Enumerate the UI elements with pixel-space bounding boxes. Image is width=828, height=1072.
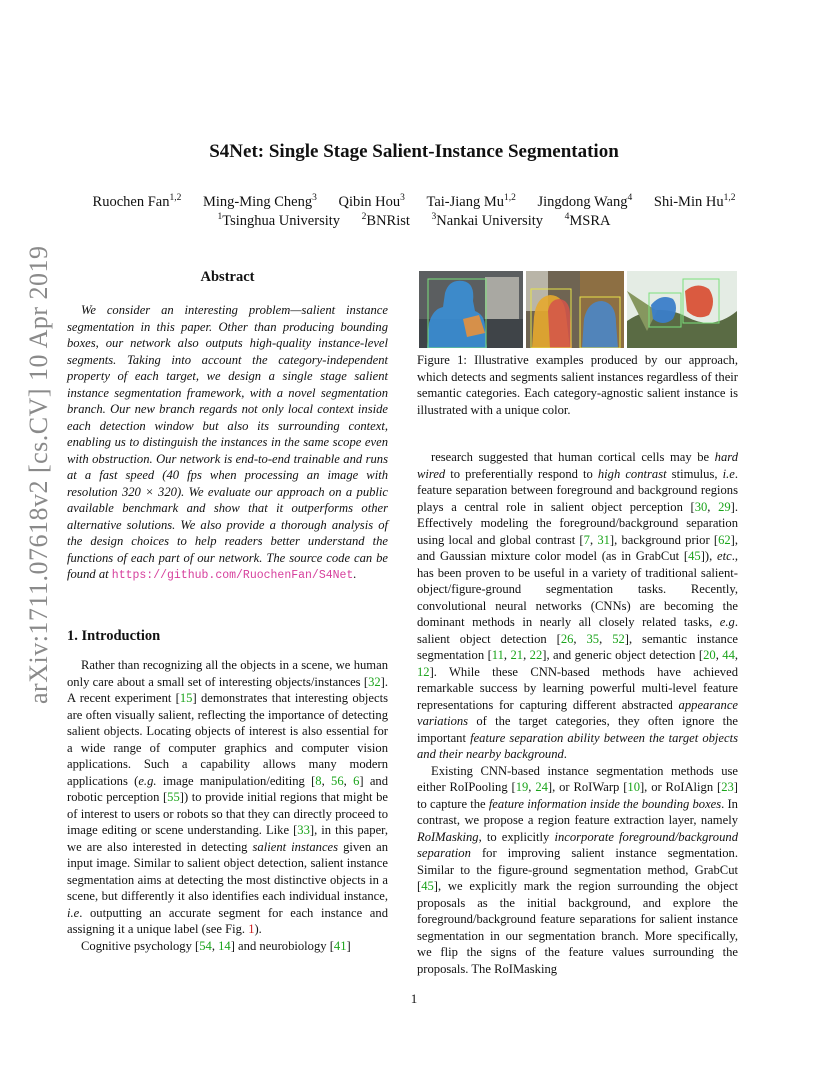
text-segment: ). bbox=[254, 922, 262, 936]
citation-link[interactable]: 55 bbox=[167, 790, 180, 804]
citation-link[interactable]: 10 bbox=[627, 780, 640, 794]
citation-link[interactable]: 21 bbox=[510, 648, 524, 662]
citation-link[interactable]: 8 bbox=[315, 773, 322, 788]
affiliation: $^4$MSRA bbox=[564, 212, 611, 229]
right-column-body bbox=[417, 449, 738, 977]
emphasis-text: high contrast bbox=[597, 466, 667, 481]
citation-link[interactable]: 12 bbox=[417, 664, 430, 679]
text-segment: ] and neurobiology [ bbox=[230, 938, 334, 953]
emphasis-text: feature separation ability between the target objects and their nearby background bbox=[417, 730, 738, 761]
text-segment: ] demonstrates that interesting objects are often visually salient, reflecting the importance of detecting salient objects. Locating objects of interest is also essential for a wide range of computer graphics and computer vision applications. Such a capability allows many modern applications ( bbox=[67, 691, 388, 788]
text-segment: . In contrast, we propose a region feature extraction layer, namely bbox=[417, 796, 738, 827]
abstract-text: We consider an interesting problem—salient instance segmentation in this paper. Other than producing bounding boxes, our network also outputs high-quality instance-level segments. Taking into account the category-independent property of each target, we design a single stage salient instance segmentation framework, with a novel segmentation branch. Our new branch regards not only local context inside each detection window but also its surrounding context, enabling us to distinguish the instances in the same scope even with obstruction. Our network is end-to-end trainable and runs at a fast speed (40 fps when processing an image with resolution 320 × 320). We evaluate our approach on a public available benchmark and show that it outperforms other alternative solutions. We also provide a thorough analysis of the design choices to help readers better understand the functions of each part of our network. The source code can be found at bbox=[67, 303, 388, 581]
text-segment: , bbox=[573, 631, 587, 646]
text-segment: ], background prior [ bbox=[609, 532, 719, 547]
citation-link[interactable]: 7 bbox=[583, 532, 590, 547]
citation-link[interactable]: 19 bbox=[515, 780, 529, 794]
author: Ming-Ming Cheng$^3$ bbox=[202, 193, 317, 210]
emphasis-text: appearance variations bbox=[417, 697, 738, 728]
citation-link[interactable]: 41 bbox=[333, 938, 347, 953]
text-segment: image manipulation/editing [ bbox=[156, 773, 316, 788]
citation-link[interactable]: 15 bbox=[179, 691, 193, 705]
affiliation: $^2$BNRist bbox=[361, 212, 410, 229]
citation-link[interactable]: 14 bbox=[218, 938, 231, 953]
citation-link[interactable]: 44 bbox=[722, 648, 735, 662]
text-segment: . feature separation between foreground and background regions plays a central role in salient object perception [ bbox=[417, 466, 738, 514]
author: Qibin Hou$^3$ bbox=[338, 193, 405, 210]
text-segment: , bbox=[599, 631, 613, 646]
text-segment: . bbox=[563, 747, 567, 761]
author: Ruochen Fan$^{1,2}$ bbox=[92, 193, 182, 210]
section-heading-introduction: 1. Introduction bbox=[67, 628, 161, 644]
text-segment: , bbox=[211, 938, 219, 953]
text-segment: . outputting an accurate segment for each instance and assigning it a unique label (see Fig. bbox=[67, 905, 388, 936]
text-segment: stimulus, bbox=[666, 466, 723, 481]
arxiv-identifier-text: arXiv:1711.07618v2 [cs.CV] 10 Apr 2019 bbox=[24, 245, 53, 704]
author: Jingdong Wang$^4$ bbox=[537, 193, 633, 210]
text-segment: Existing CNN-based instance segmentation methods use either RoIPooling [ bbox=[417, 763, 738, 794]
text-segment: of the target categories, they often ignore the important bbox=[417, 714, 738, 745]
citation-link[interactable]: 20 bbox=[703, 648, 716, 662]
text-segment: ], or RoIAlign [ bbox=[639, 780, 722, 794]
figure-caption: Figure 1: Illustrative examples produced by our approach, which detects and segments salient instances regardless of their semantic categories. Each category-agnostic salient instance is illustrated with a unique color. bbox=[417, 353, 738, 417]
text-segment: , bbox=[734, 648, 739, 662]
text-segment: Cognitive psychology [ bbox=[81, 938, 200, 953]
citation-link[interactable]: 56 bbox=[331, 773, 344, 788]
emphasis-text: i.e bbox=[67, 905, 80, 920]
emphasis-text: incorporate foreground/background separation bbox=[417, 829, 738, 860]
text-segment: Rather than recognizing all the objects in a scene, we human only care about a small set of interesting objects/instances [ bbox=[67, 658, 388, 689]
emphasis-text: i.e bbox=[722, 466, 735, 481]
emphasis-text: e.g. bbox=[138, 773, 157, 788]
text-segment: ]), bbox=[700, 549, 718, 563]
author-list bbox=[0, 194, 828, 211]
text-segment: ], in this paper, we are also interested in detecting bbox=[67, 823, 388, 854]
citation-link[interactable]: 30 bbox=[694, 499, 708, 514]
text-segment: ], or RoIWarp [ bbox=[547, 780, 628, 794]
text-segment: ]. A recent experiment [ bbox=[67, 674, 388, 705]
citation-link[interactable]: 6 bbox=[353, 773, 360, 788]
example-image-person bbox=[419, 271, 523, 348]
intro-paragraph bbox=[67, 657, 388, 938]
text-segment: ]. While these CNN-based methods have achieved remarkable success by learning powerful multi-level feature representations for capturing different abstracted bbox=[417, 664, 738, 712]
author: Tai-Jiang Mu$^{1,2}$ bbox=[426, 193, 516, 210]
text-segment: ] bbox=[346, 938, 351, 953]
text-segment: to preferentially respond to bbox=[445, 466, 598, 481]
emphasis-text: salient instances bbox=[252, 839, 339, 854]
text-segment: , bbox=[503, 648, 511, 662]
example-image-children bbox=[526, 271, 624, 348]
text-segment: ] and robotic perception [ bbox=[67, 773, 389, 804]
paper-title: S4Net: Single Stage Salient-Instance Segmentation bbox=[209, 141, 619, 162]
figure-1 bbox=[419, 271, 737, 348]
text-segment: given an input image. Similar to salient object detection, salient instance segmentation aims at detecting the most distinctive objects in a scene, but differently it also identifies each individual instance, bbox=[67, 839, 388, 903]
citation-link[interactable]: 29 bbox=[718, 499, 731, 514]
page-number: 1 bbox=[410, 991, 418, 1006]
affiliation-list bbox=[0, 213, 828, 230]
figure-reference-link[interactable]: 1 bbox=[248, 922, 255, 936]
citation-link[interactable]: 54 bbox=[199, 938, 212, 953]
citation-link[interactable]: 31 bbox=[597, 532, 610, 547]
text-segment: ], semantic instance segmentation [ bbox=[417, 631, 739, 662]
citation-link[interactable]: 62 bbox=[718, 532, 731, 547]
body-paragraph bbox=[417, 763, 738, 978]
text-segment: ., has been proven to be useful in a variety of traditional salient-object/figure-ground segmentation tasks. Recently, convolutional neural networks (CNNs) are becoming the dominant methods in nearly all closely related tasks, bbox=[417, 549, 738, 629]
text-segment: , bbox=[523, 648, 530, 662]
text-segment: , to explicitly bbox=[478, 829, 555, 844]
text-segment: . salient object detection [ bbox=[417, 615, 738, 646]
text-segment: , bbox=[321, 773, 332, 788]
citation-link[interactable]: 26 bbox=[560, 631, 574, 646]
text-segment: , bbox=[343, 773, 354, 788]
text-segment: ]) to provide initial regions that might be of interest to users or robots so that they can directly proceed to image editing or scene understanding. Like [ bbox=[67, 790, 388, 837]
citation-link[interactable]: 33 bbox=[297, 823, 310, 837]
text-segment: , bbox=[589, 532, 598, 547]
abstract-body: We consider an interesting problem—salient instance segmentation in this paper. Other than producing bounding boxes, our network also outputs high-quality instance-level segments. Taking into account the category-independent property of each target, we design a single stage salient instance segmentation framework, with a novel segmentation branch. Our new branch regards not only local context inside each detection window but also its surrounding context, enabling us to distinguish the instances in the same scope even with obstruction. Our network is end-to-end trainable and runs at a fast speed (40 fps when processing an image with resolution 320 × 320). We evaluate our approach on a public available benchmark and show that it outperforms other alternative solutions. We also provide a thorough analysis of the design choices to help readers better understand the functions of each part of our network. The source code can be found at https://github.com/RuochenFan/S4Net. bbox=[67, 303, 388, 582]
introduction-body bbox=[67, 657, 388, 954]
author: Shi-Min Hu$^{1,2}$ bbox=[653, 193, 736, 210]
text-segment: ], and Gaussian mixture color model (as in GrabCut [ bbox=[417, 532, 739, 563]
text-segment: ]. Effectively modeling the foreground/background separation using local and global contrast [ bbox=[417, 499, 738, 547]
text-segment: , bbox=[528, 780, 536, 794]
emphasis-text: feature information inside the bounding boxes bbox=[488, 796, 722, 811]
emphasis-text: RoIMasking bbox=[417, 829, 479, 844]
text-segment: , bbox=[715, 648, 723, 662]
affiliation: $^3$Nankai University bbox=[431, 212, 544, 229]
citation-link[interactable]: 45 bbox=[688, 549, 701, 563]
citation-link[interactable]: 11 bbox=[491, 648, 504, 662]
emphasis-text: etc bbox=[717, 549, 732, 563]
text-segment: ] to capture the bbox=[417, 780, 738, 811]
citation-link[interactable]: 32 bbox=[368, 674, 381, 689]
text-segment: for improving salient instance segmentation. Similar to the figure-ground segmentation method, GrabCut [ bbox=[417, 846, 738, 893]
citation-link[interactable]: 23 bbox=[721, 780, 734, 794]
abstract-heading: Abstract bbox=[200, 269, 255, 285]
body-paragraph bbox=[417, 449, 738, 763]
citation-link[interactable]: 35 bbox=[586, 631, 600, 646]
arxiv-identifier bbox=[22, 245, 53, 710]
source-code-link[interactable]: https://github.com/RuochenFan/S4Net bbox=[111, 569, 354, 582]
affiliation: $^1$Tsinghua University bbox=[217, 212, 341, 229]
citation-link[interactable]: 45 bbox=[421, 879, 434, 893]
text-segment: , bbox=[707, 499, 719, 514]
example-image-birds bbox=[627, 271, 737, 348]
intro-paragraph bbox=[67, 938, 388, 955]
citation-link[interactable]: 22 bbox=[529, 648, 543, 662]
citation-link[interactable]: 52 bbox=[612, 631, 625, 646]
emphasis-text: hard wired bbox=[417, 450, 738, 481]
text-segment: research suggested that human cortical cells may be bbox=[431, 450, 715, 464]
text-segment: ], and generic object detection [ bbox=[542, 648, 704, 662]
emphasis-text: e.g bbox=[719, 615, 735, 629]
text-segment: ], we explicitly mark the region surrounding the object proposals as the initial background, and explore the foreground/background feature separations for salient instance segmentation in our segmentation branch. More specifically, we flip the signs of the feature values surrounding the proposals. The RoIMasking bbox=[417, 879, 738, 976]
citation-link[interactable]: 24 bbox=[535, 780, 548, 794]
